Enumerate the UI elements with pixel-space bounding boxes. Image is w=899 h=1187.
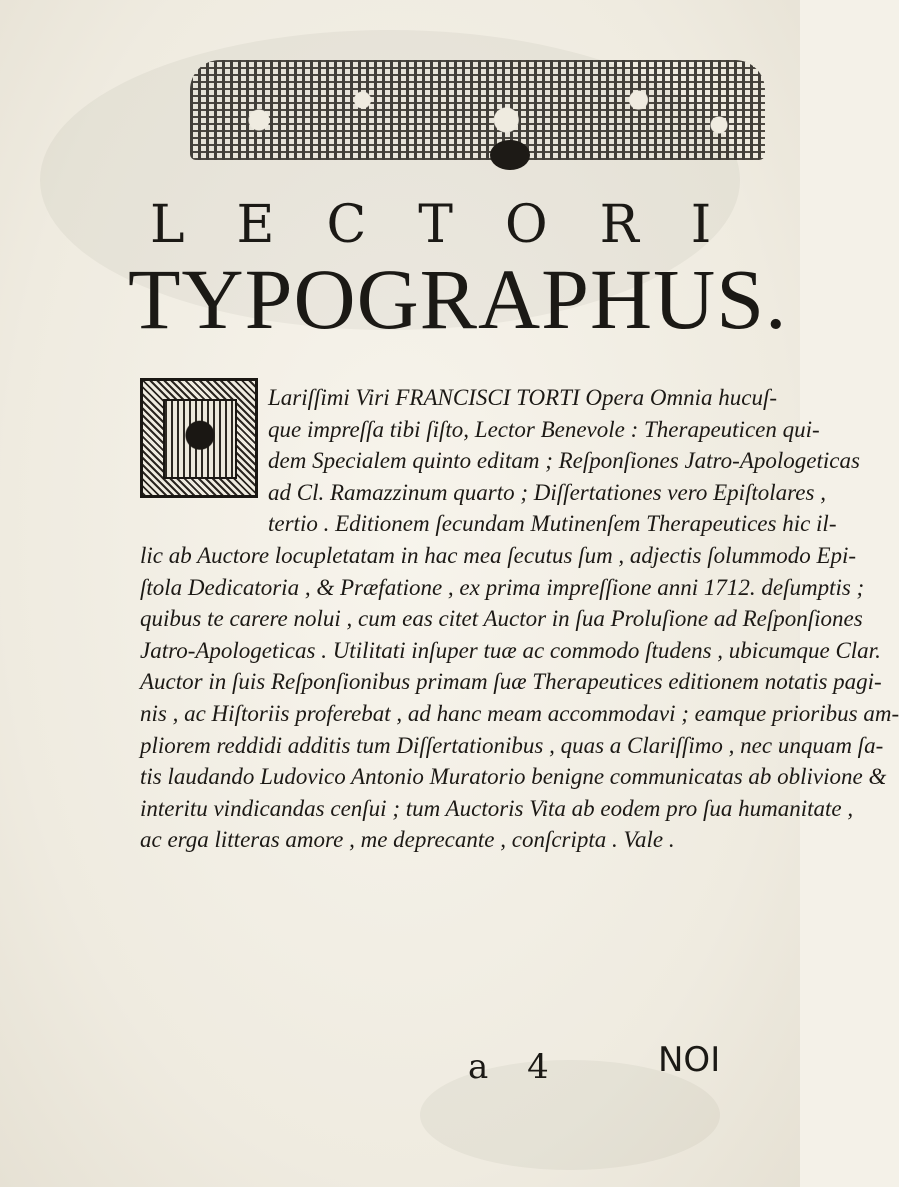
text-line: nis , ac Hiſtoriis proferebat , ad hanc meam accommodavi ; eamque prioribus am-	[140, 700, 899, 726]
signature-mark: a 4	[468, 1047, 563, 1087]
preface-body	[140, 382, 899, 856]
text-line: ad Cl. Ramazzinum quarto ; Diſſertationes vero Epiſtolares ,	[268, 479, 826, 505]
text-line: Lariſſimi Viri FRANCISCI TORTI Opera Omnia hucuſ-	[268, 385, 777, 410]
text-line: tis laudando Ludovico Antonio Muratorio benigne communicatas ab oblivione &	[140, 764, 887, 790]
text-line: lic ab Auctore locupletatam in hac mea ſecutus ſum , adjectis ſolummodo Epi-	[140, 542, 857, 568]
headpiece-finial	[490, 140, 530, 170]
headpiece-ornament	[190, 60, 765, 160]
text-line: interitu vindicandas cenſui ; tum Auctoris Vita ab eodem pro ſua humanitate ,	[140, 795, 854, 821]
heading-typographus: TYPOGRAPHUS.	[128, 251, 788, 347]
text-line: quibus te carere nolui , cum eas citet Auctor in ſua Proluſione ad Reſponſiones	[140, 606, 863, 632]
headpiece-highlight	[190, 60, 765, 160]
text-line: Auctor in ſuis Reſponſionibus primam ſuæ Therapeutices editionem notatis pagi-	[140, 669, 882, 695]
heading-lectori: LECTORI	[150, 195, 764, 255]
catchword: NOI	[658, 1040, 721, 1080]
text-line: que impreſſa tibi ſiſto, Lector Benevole : Therapeuticen qui-	[268, 416, 820, 442]
text-line: ſtola Dedicatoria , & Præfatione , ex prima impreſſione anni 1712. deſumptis ;	[140, 574, 865, 600]
text-line: tertio . Editionem ſecundam Mutinenſem Therapeutices hic il-	[268, 511, 837, 537]
text-line: ac erga litteras amore , me deprecante , conſcripta . Vale .	[140, 827, 675, 853]
text-line: dem Specialem quinto editam ; Reſponſiones Jatro-Apologeticas	[268, 448, 860, 474]
text-line: Jatro-Apologeticas . Utilitati inſuper tuæ ac commodo ſtudens , ubicumque Clar.	[140, 637, 881, 663]
text-line: pliorem reddidi additis tum Diſſertationibus , quas a Clariſſimo , nec unquam ſa-	[140, 732, 884, 758]
